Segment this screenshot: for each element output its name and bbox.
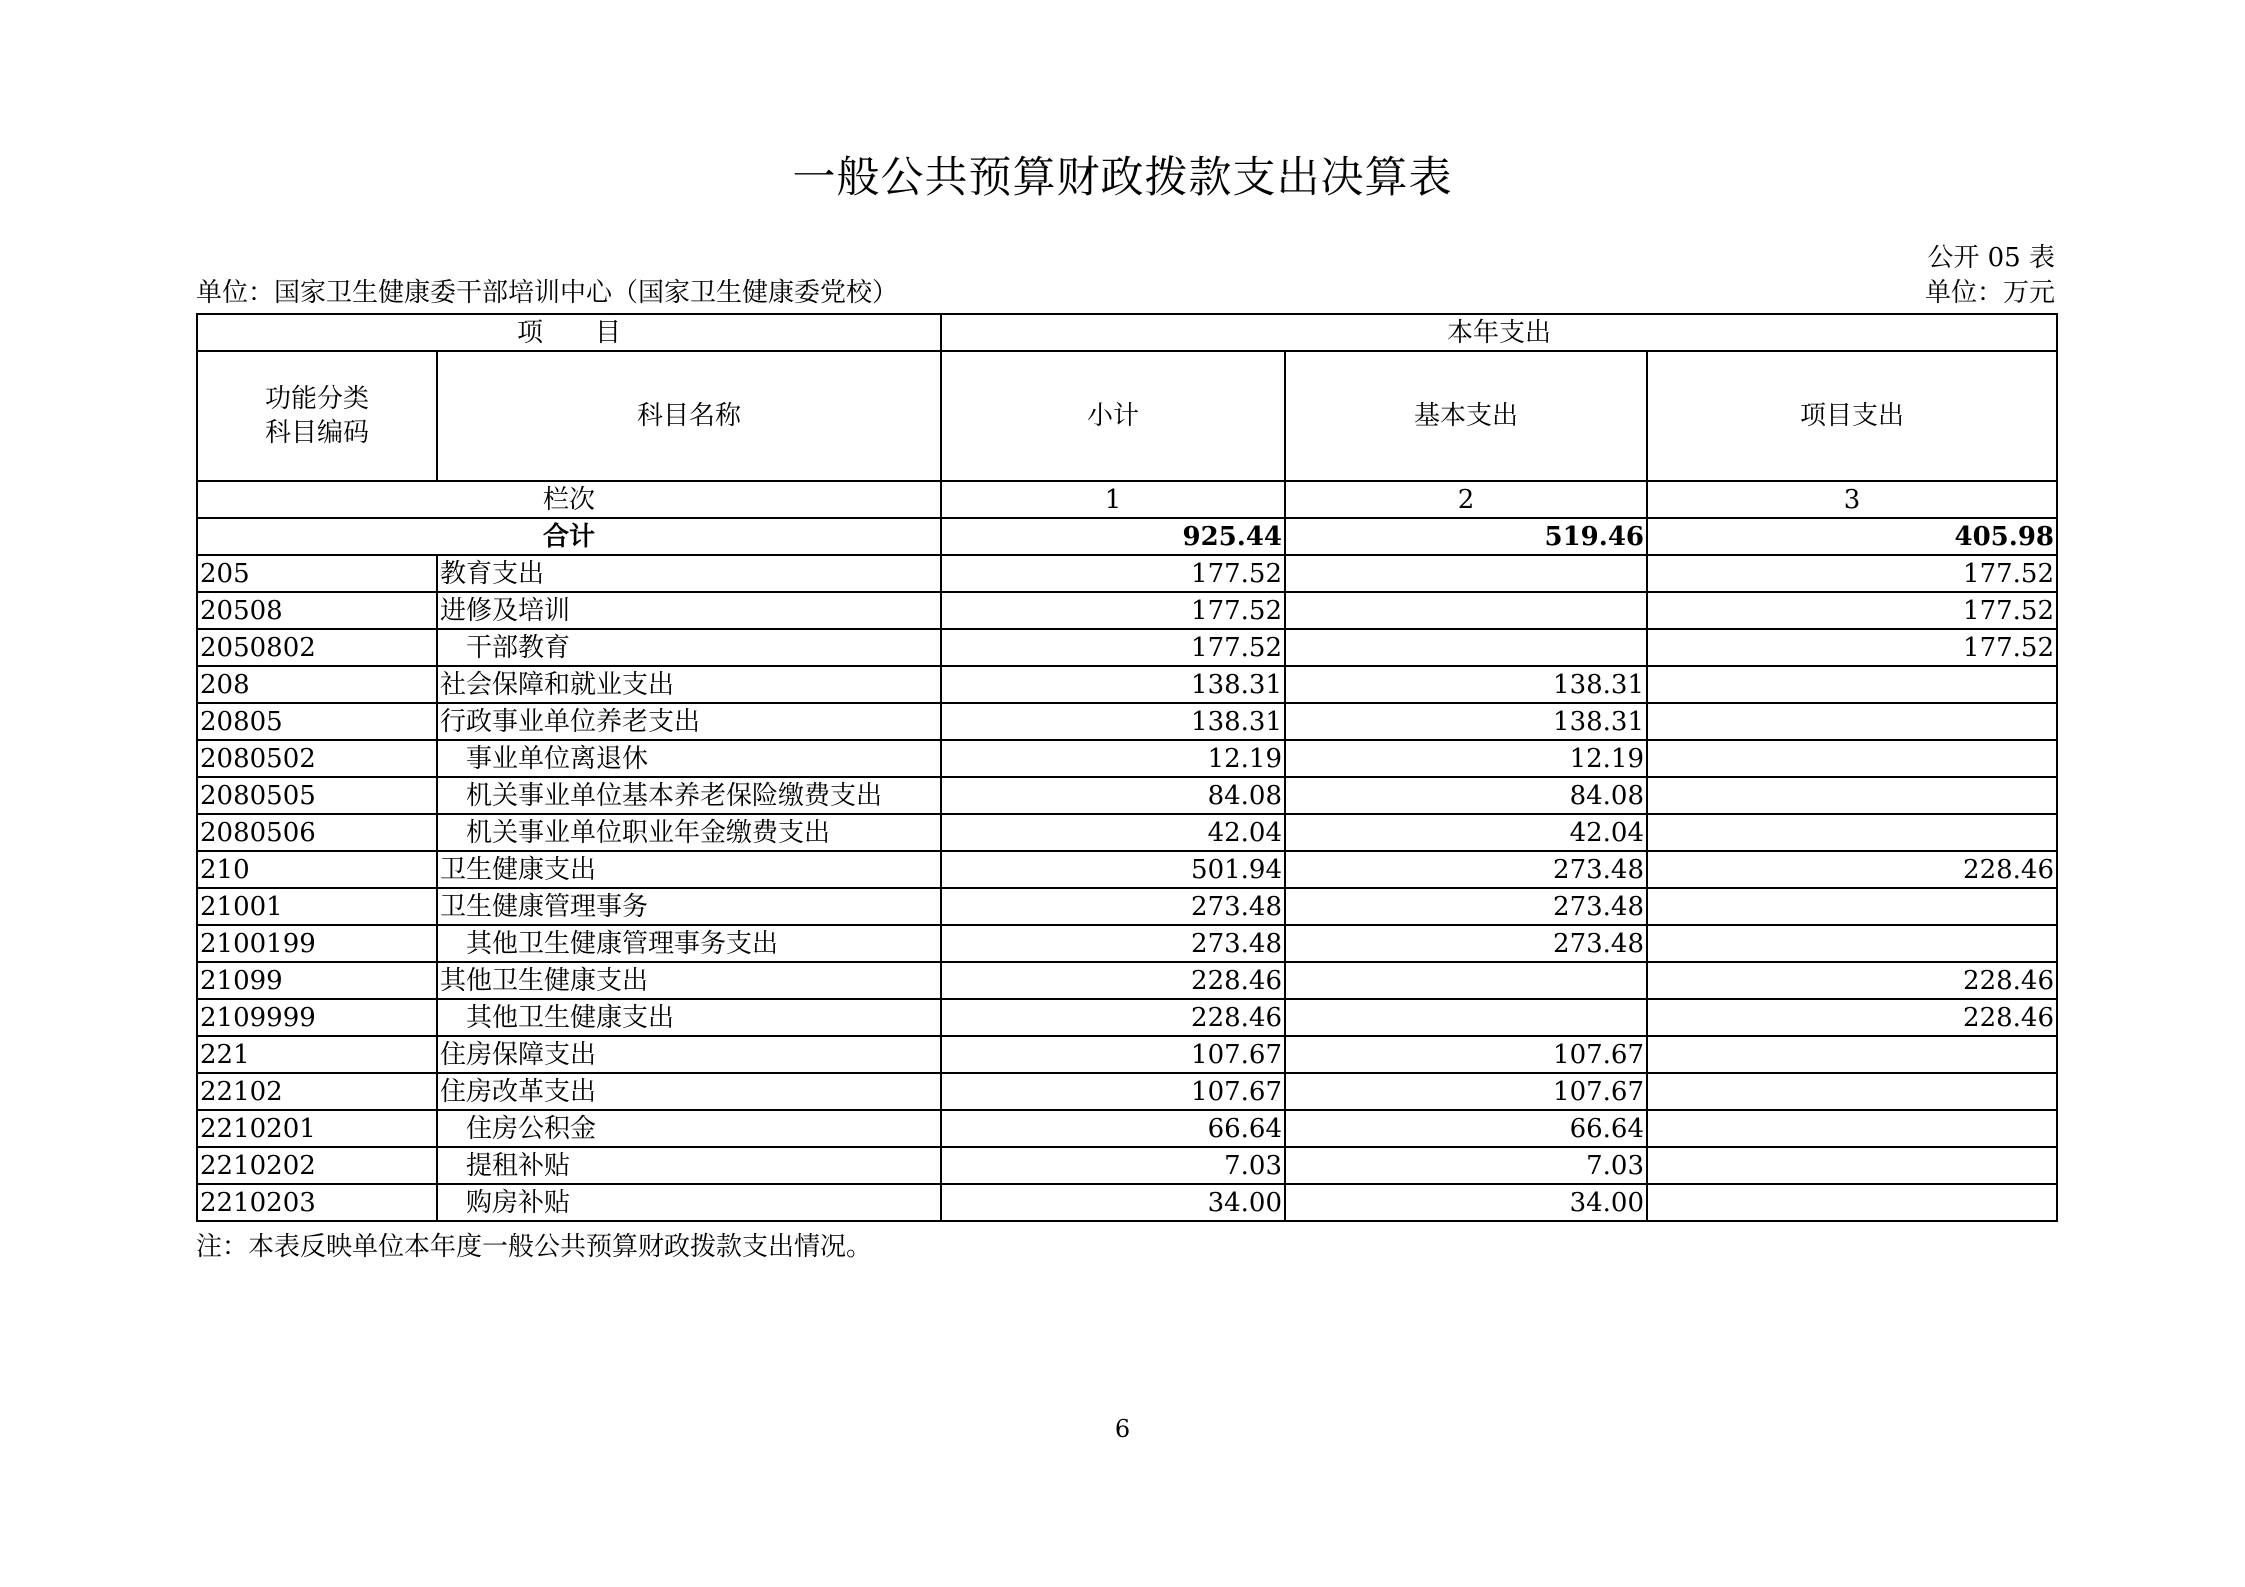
column-index-2: 2: [1285, 481, 1647, 518]
table-row: [197, 1184, 2057, 1221]
cell-basic: 273.48: [1285, 888, 1647, 925]
cell-subtotal: 84.08: [941, 777, 1285, 814]
cell-basic: 107.67: [1285, 1036, 1647, 1073]
column-index-row: [197, 481, 2057, 518]
cell-basic: 273.48: [1285, 925, 1647, 962]
cell-code: 205: [197, 555, 437, 592]
header-project: 项目支出: [1647, 351, 2057, 481]
cell-code: 210: [197, 851, 437, 888]
cell-basic: [1285, 592, 1647, 629]
table-row: [197, 777, 2057, 814]
cell-code: 2080502: [197, 740, 437, 777]
cell-basic: 66.64: [1285, 1110, 1647, 1147]
cell-name: 住房公积金: [437, 1110, 941, 1147]
cell-name: 购房补贴: [437, 1184, 941, 1221]
cell-basic: 42.04: [1285, 814, 1647, 851]
cell-subtotal: 66.64: [941, 1110, 1285, 1147]
cell-basic: [1285, 629, 1647, 666]
page-number: 6: [1114, 1415, 1131, 1443]
table-row: [197, 592, 2057, 629]
column-index-3: 3: [1647, 481, 2057, 518]
cell-project: 177.52: [1647, 555, 2057, 592]
cell-project: [1647, 888, 2057, 925]
cell-basic: 7.03: [1285, 1147, 1647, 1184]
table-number: 公开 05 表: [1927, 243, 2055, 273]
cell-subtotal: 34.00: [941, 1184, 1285, 1221]
table-row: [197, 814, 2057, 851]
cell-subtotal: 107.67: [941, 1073, 1285, 1110]
total-subtotal: 925.44: [941, 518, 1285, 555]
cell-name: 住房改革支出: [437, 1073, 941, 1110]
cell-code: 2210201: [197, 1110, 437, 1147]
table-row: [197, 703, 2057, 740]
header-item: 项 目: [197, 314, 941, 351]
table-row: [197, 962, 2057, 999]
expenditure-table: [196, 313, 2058, 1222]
cell-code: 2100199: [197, 925, 437, 962]
cell-project: [1647, 1147, 2057, 1184]
cell-project: [1647, 666, 2057, 703]
cell-project: 228.46: [1647, 851, 2057, 888]
cell-subtotal: 12.19: [941, 740, 1285, 777]
cell-basic: 12.19: [1285, 740, 1647, 777]
cell-basic: [1285, 999, 1647, 1036]
cell-subtotal: 7.03: [941, 1147, 1285, 1184]
cell-subtotal: 177.52: [941, 555, 1285, 592]
cell-subtotal: 177.52: [941, 629, 1285, 666]
cell-subtotal: 228.46: [941, 999, 1285, 1036]
table-row: [197, 925, 2057, 962]
cell-code: 2080506: [197, 814, 437, 851]
cell-code: 2050802: [197, 629, 437, 666]
cell-name: 其他卫生健康管理事务支出: [437, 925, 941, 962]
table-row: [197, 851, 2057, 888]
header-row-2: [197, 351, 2057, 481]
organization-unit: 单位：国家卫生健康委干部培训中心（国家卫生健康委党校）: [196, 278, 899, 308]
cell-basic: [1285, 555, 1647, 592]
cell-code: 20508: [197, 592, 437, 629]
cell-code: 21099: [197, 962, 437, 999]
cell-name: 进修及培训: [437, 592, 941, 629]
cell-name: 干部教育: [437, 629, 941, 666]
table-row: [197, 555, 2057, 592]
cell-name: 卫生健康支出: [437, 851, 941, 888]
cell-subtotal: 273.48: [941, 888, 1285, 925]
cell-code: 2109999: [197, 999, 437, 1036]
cell-project: 177.52: [1647, 592, 2057, 629]
total-basic: 519.46: [1285, 518, 1647, 555]
cell-basic: 273.48: [1285, 851, 1647, 888]
table-row: [197, 1110, 2057, 1147]
cell-basic: 84.08: [1285, 777, 1647, 814]
cell-name: 提租补贴: [437, 1147, 941, 1184]
cell-name: 其他卫生健康支出: [437, 962, 941, 999]
header-basic: 基本支出: [1285, 351, 1647, 481]
cell-code: 2210202: [197, 1147, 437, 1184]
header-code-line2: 科目编码: [264, 418, 369, 448]
cell-project: [1647, 740, 2057, 777]
header-row-1: [197, 314, 2057, 351]
header-code: [197, 351, 437, 481]
header-name: 科目名称: [437, 351, 941, 481]
cell-subtotal: 107.67: [941, 1036, 1285, 1073]
cell-basic: 138.31: [1285, 666, 1647, 703]
header-code-line1: 功能分类: [264, 384, 369, 414]
cell-name: 机关事业单位基本养老保险缴费支出: [437, 777, 941, 814]
currency-unit: 单位：万元: [1924, 278, 2055, 308]
cell-name: 住房保障支出: [437, 1036, 941, 1073]
cell-basic: 138.31: [1285, 703, 1647, 740]
table-row: [197, 629, 2057, 666]
cell-subtotal: 138.31: [941, 703, 1285, 740]
cell-name: 行政事业单位养老支出: [437, 703, 941, 740]
page-title: 一般公共预算财政拨款支出决算表: [792, 153, 1453, 203]
cell-code: 21001: [197, 888, 437, 925]
cell-project: [1647, 1110, 2057, 1147]
table-row: [197, 666, 2057, 703]
cell-project: [1647, 1184, 2057, 1221]
total-label: 合计: [197, 518, 941, 555]
cell-basic: 107.67: [1285, 1073, 1647, 1110]
column-index-label: 栏次: [197, 481, 941, 518]
cell-name: 机关事业单位职业年金缴费支出: [437, 814, 941, 851]
table-row: [197, 888, 2057, 925]
cell-code: 2080505: [197, 777, 437, 814]
cell-code: 221: [197, 1036, 437, 1073]
cell-project: [1647, 925, 2057, 962]
cell-project: 228.46: [1647, 999, 2057, 1036]
cell-code: 22102: [197, 1073, 437, 1110]
column-index-1: 1: [941, 481, 1285, 518]
table-row: [197, 1073, 2057, 1110]
cell-subtotal: 228.46: [941, 962, 1285, 999]
cell-code: 2210203: [197, 1184, 437, 1221]
cell-project: [1647, 777, 2057, 814]
table-row: [197, 999, 2057, 1036]
cell-name: 社会保障和就业支出: [437, 666, 941, 703]
cell-project: [1647, 1036, 2057, 1073]
cell-project: 177.52: [1647, 629, 2057, 666]
cell-project: 228.46: [1647, 962, 2057, 999]
total-project: 405.98: [1647, 518, 2057, 555]
cell-project: [1647, 703, 2057, 740]
table-row: [197, 1036, 2057, 1073]
cell-name: 事业单位离退休: [437, 740, 941, 777]
cell-subtotal: 42.04: [941, 814, 1285, 851]
cell-project: [1647, 1073, 2057, 1110]
cell-name: 卫生健康管理事务: [437, 888, 941, 925]
cell-code: 20805: [197, 703, 437, 740]
cell-basic: 34.00: [1285, 1184, 1647, 1221]
table-row: [197, 740, 2057, 777]
cell-basic: [1285, 962, 1647, 999]
cell-name: 教育支出: [437, 555, 941, 592]
cell-code: 208: [197, 666, 437, 703]
cell-subtotal: 177.52: [941, 592, 1285, 629]
header-current-year: 本年支出: [941, 314, 2057, 351]
table-row: [197, 1147, 2057, 1184]
footnote: 注：本表反映单位本年度一般公共预算财政拨款支出情况。: [196, 1232, 873, 1262]
cell-project: [1647, 814, 2057, 851]
cell-subtotal: 273.48: [941, 925, 1285, 962]
header-subtotal: 小计: [941, 351, 1285, 481]
cell-subtotal: 138.31: [941, 666, 1285, 703]
total-row: [197, 518, 2057, 555]
cell-subtotal: 501.94: [941, 851, 1285, 888]
cell-name: 其他卫生健康支出: [437, 999, 941, 1036]
